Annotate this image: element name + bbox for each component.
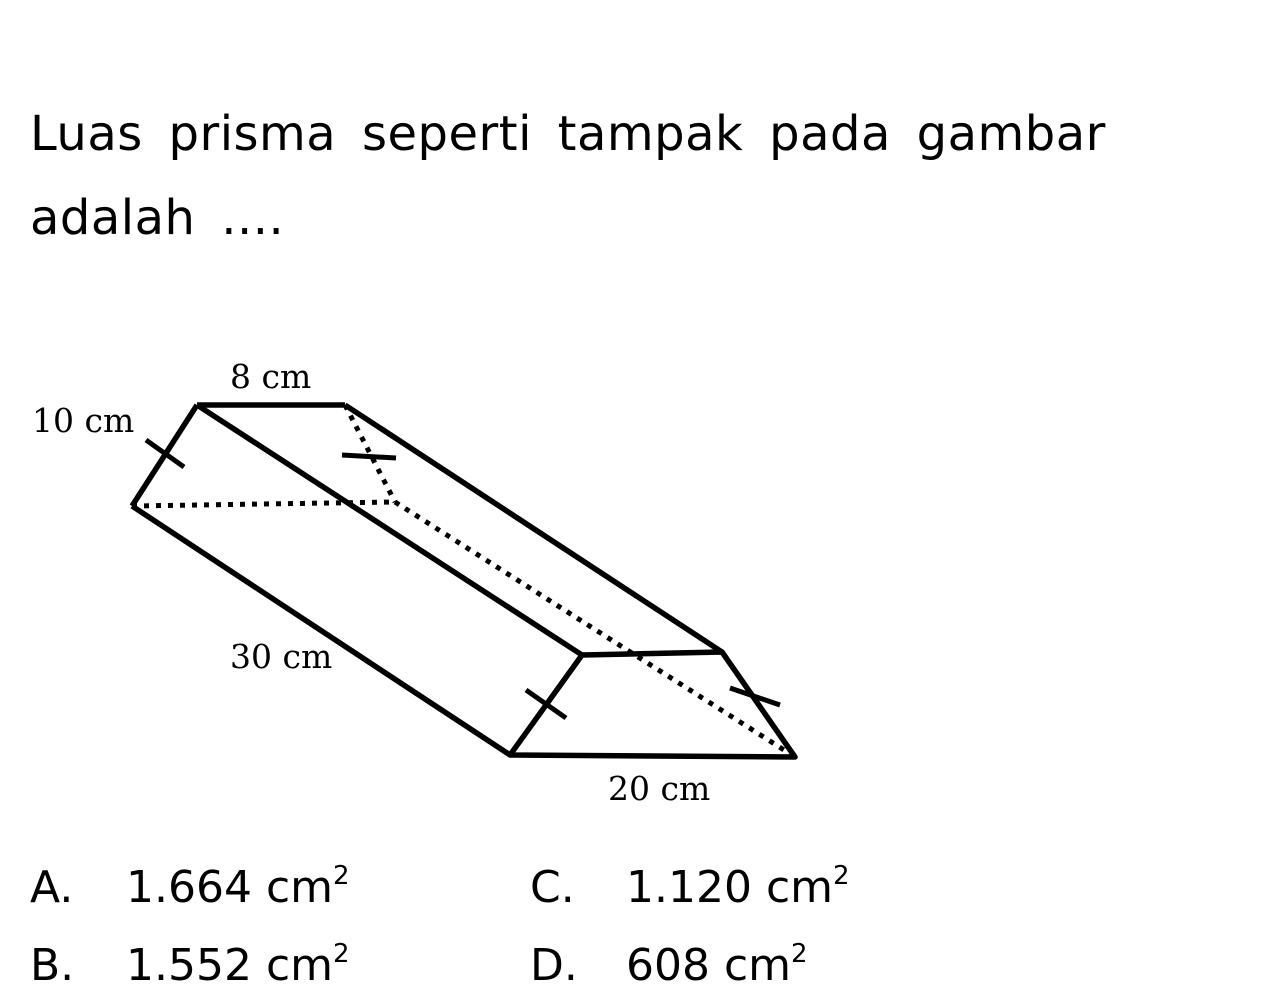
label-bottom-20cm: 20 cm <box>608 769 711 808</box>
option-b-letter: B. <box>30 940 75 991</box>
option-c-letter: C. <box>530 862 575 913</box>
tick-back-right <box>342 455 396 458</box>
option-a-exponent: 2 <box>333 861 350 891</box>
option-d[interactable] <box>530 936 808 996</box>
option-d-exponent: 2 <box>791 939 808 969</box>
option-d-letter: D. <box>530 940 578 991</box>
edge-top-left-length <box>197 405 582 655</box>
tick-back-left <box>146 440 184 467</box>
option-a[interactable] <box>30 858 350 918</box>
front-trapezoid-face <box>510 652 795 757</box>
option-b-exponent: 2 <box>333 939 350 969</box>
label-top-8cm: 8 cm <box>230 357 312 396</box>
question-text: Luas prisma seperti tampak pada gambar adalah .... <box>30 106 1106 246</box>
tick-front-left <box>526 690 566 718</box>
option-b-value: 1.552 cm <box>126 940 334 991</box>
option-c-value: 1.120 cm <box>626 862 834 913</box>
option-a-value: 1.664 cm <box>126 862 334 913</box>
option-b[interactable] <box>30 936 350 996</box>
prism-figure <box>0 340 1272 820</box>
edge-top-right-length <box>345 405 722 652</box>
edge-bottom-left-length <box>132 506 510 755</box>
option-c-exponent: 2 <box>833 861 850 891</box>
option-c[interactable] <box>530 858 850 918</box>
label-slant-10cm: 10 cm <box>32 401 135 440</box>
label-length-30cm: 30 cm <box>230 637 333 676</box>
option-a-letter: A. <box>30 862 74 913</box>
option-d-value: 608 cm <box>626 940 792 991</box>
visible-edges <box>132 405 795 757</box>
